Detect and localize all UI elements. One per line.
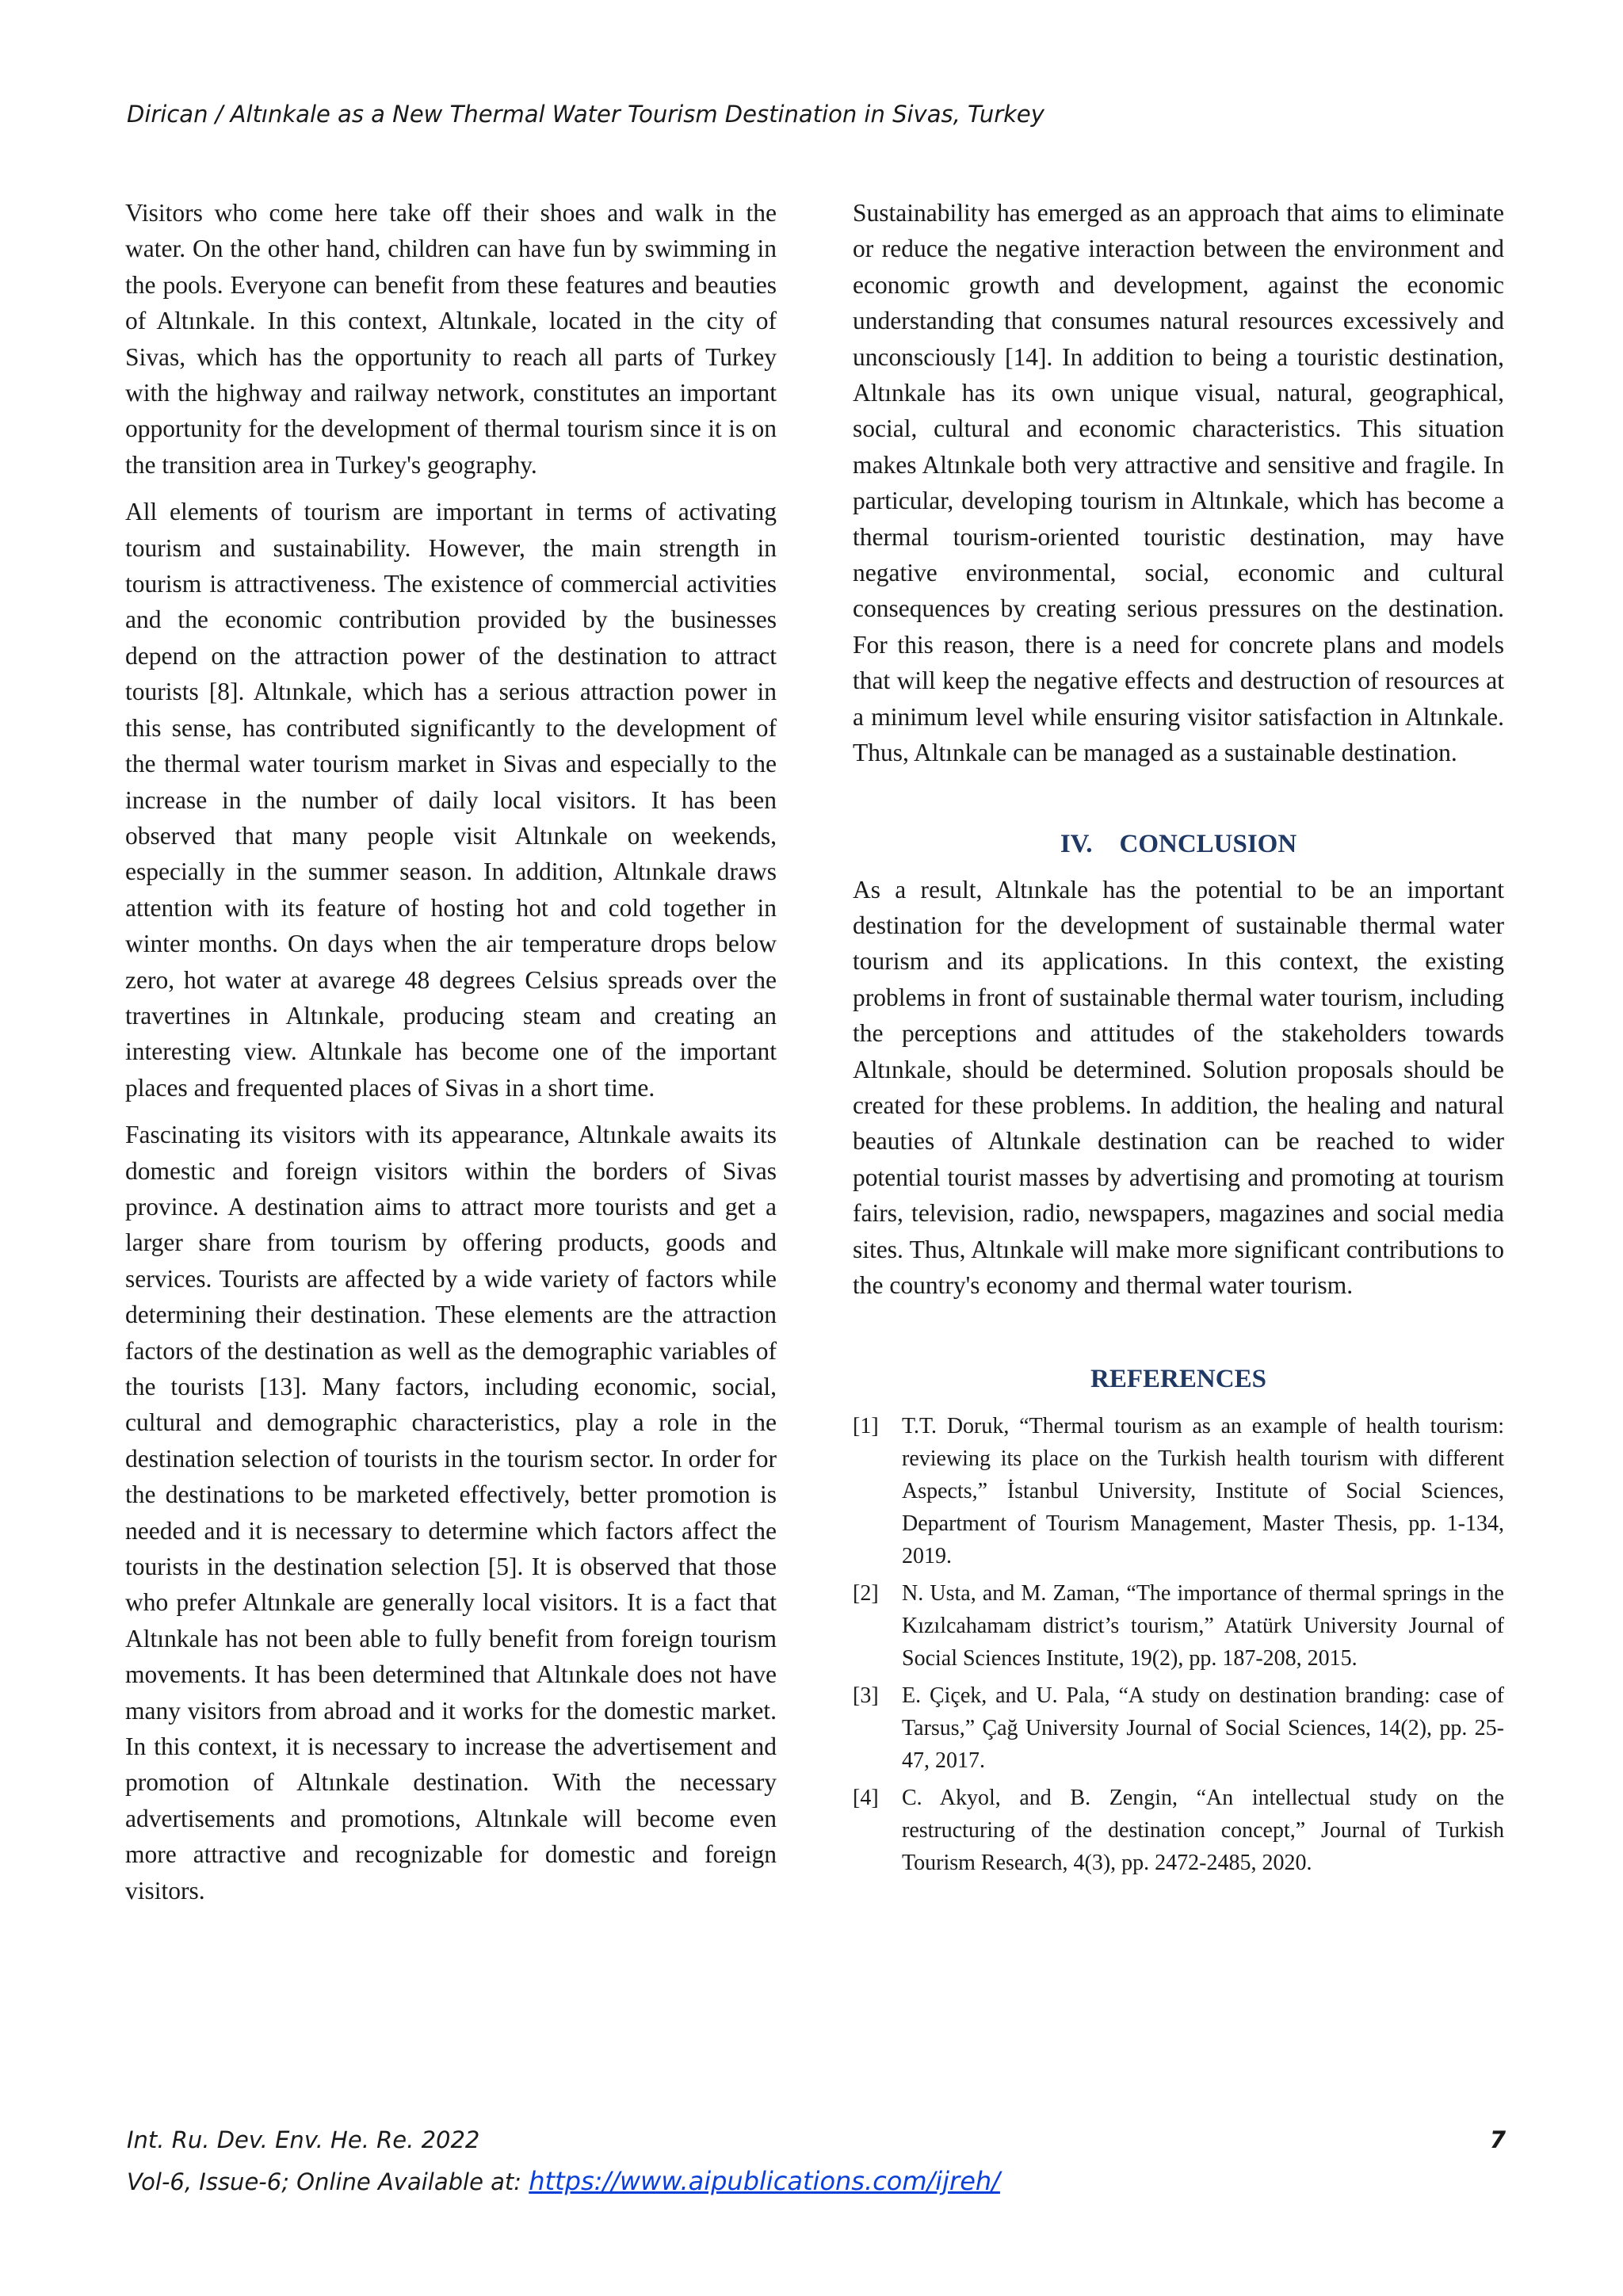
footer-issue-line <box>127 2165 1506 2198</box>
section-title: CONCLUSION <box>1119 829 1297 858</box>
body-paragraph: All elements of tourism are important in terms of activating tourism and sustainability. However, the main strength in tourism is attractiveness. The existence of commercial activities and the economic contribution provided by the businesses depend on the attraction power of the destination to attract tourists [8]. Altınkale, which has a serious attraction power in this sense, has contributed significantly to the development of the thermal water tourism market in Sivas and especially to the increase in the number of daily local visitors. It has been observed that many people visit Altınkale on weekends, especially in the summer season. In addition, Altınkale draws attention with its feature of hosting hot and cold together in winter months. On days when the air temperature drops below zero, hot water at avarege 48 degrees Celsius spreads over the travertines in Altınkale, producing steam and creating an interesting view. Altınkale has become one of the important places and frequented places of Sivas in a short time. <box>125 498 777 1102</box>
reference-number: [4] <box>853 1786 879 1811</box>
footer-issue: Vol-6, Issue-6; Online Available at: <box>127 2168 529 2195</box>
right-column <box>853 195 1504 1884</box>
reference-text: T.T. Doruk, “Thermal tourism as an example of health tourism: reviewing its place on the Turkish health tourism with different Aspects,” İstanbul University, Institute of Social Sciences, Department of Tourism Management, Master Thesis, pp. 1-134, 2019. <box>902 1414 1504 1569</box>
body-paragraph: Fascinating its visitors with its appearance, Altınkale awaits its domestic and foreign visitors within the borders of Sivas province. A destination aims to attract more tourists and get a larger share from tourism by offering products, goods and services. Tourists are affected by a wide variety of factors while determining their destination. These elements are the attraction factors of the destination as well as the demographic variables of the tourists [13]. Many factors, including economic, social, cultural and demographic characteristics, play a role in the destination selection of tourists in the tourism sector. In order for the destinations to be marketed effectively, better promotion is needed and it is necessary to determine which factors affect the tourists in the destination selection [5]. It is observed that those who prefer Altınkale are generally local visitors. It is a fact that Altınkale has not been able to fully benefit from foreign tourism movements. It has been determined that Altınkale does not have many visitors from abroad and it works for the domestic market. In this context, it is necessary to increase the advertisement and promotion of Altınkale destination. With the necessary advertisements and promotions, Altınkale will become even more attractive and recognizable for domestic and foreign visitors. <box>125 1121 777 1904</box>
reference-text: N. Usta, and M. Zaman, “The importance of thermal springs in the Kızılcahamam district’s tourism,” Atatürk University Journal of Social Sciences Institute, 19(2), pp. 187-208, 2015. <box>902 1581 1504 1671</box>
reference-number: [3] <box>853 1683 879 1709</box>
references-heading: REFERENCES <box>1090 1365 1266 1394</box>
conclusion-heading <box>853 827 1504 862</box>
reference-list <box>853 1410 1504 1879</box>
footer-journal: Int. Ru. Dev. Env. He. Re. 2022 <box>127 2126 480 2153</box>
left-column <box>125 195 777 1920</box>
reference-number: [2] <box>853 1581 879 1606</box>
journal-url-link[interactable]: https://www.aipublications.com/ijreh/ <box>529 2166 1000 2196</box>
reference-item <box>853 1410 1504 1572</box>
section-number: IV. <box>1060 829 1093 858</box>
page-number: 7 <box>1489 2126 1506 2153</box>
reference-item <box>853 1679 1504 1777</box>
body-paragraph: Visitors who come here take off their shoes and walk in the water. On the other hand, children can have fun by swimming in the pools. Everyone can benefit from these features and beauties of Altınkale. In this context, Altınkale, located in the city of Sivas, which has the opportunity to reach all parts of Turkey with the highway and railway network, constitutes an important opportunity for the development of thermal tourism since it is on the transition area in Turkey's geography. <box>125 199 777 479</box>
reference-text: E. Çiçek, and U. Pala, “A study on destination branding: case of Tarsus,” Çağ University Journal of Social Sciences, 14(2), pp. 25-47, 2017. <box>902 1683 1504 1774</box>
reference-number: [1] <box>853 1414 879 1439</box>
reference-item <box>853 1577 1504 1675</box>
footer-journal-line <box>127 2124 1506 2156</box>
reference-text: C. Akyol, and B. Zengin, “An intellectual study on the restructuring of the destination concept,” Journal of Turkish Tourism Research, 4(3), pp. 2472-2485, 2020. <box>902 1786 1504 1876</box>
conclusion-paragraph: As a result, Altınkale has the potential to be an important destination for the development of sustainable thermal water tourism and its applications. In this context, the existing problems in front of sustainable thermal water tourism, including the perceptions and attitudes of the stakeholders towards Altınkale, should be determined. Solution proposals should be created for these problems. In addition, the healing and natural beauties of Altınkale destination can be reached to wider potential tourist masses by advertising and promoting at tourism fairs, television, radio, newspapers, magazines and social media sites. Thus, Altınkale will make more significant contributions to the country's economy and thermal water tourism. <box>853 875 1504 1299</box>
running-head: Dirican / Altınkale as a New Thermal Water Tourism Destination in Sivas, Turkey <box>127 101 1044 128</box>
body-paragraph: Sustainability has emerged as an approach that aims to eliminate or reduce the negative interaction between the environment and economic growth and development, against the economic understanding that consumes natural resources excessively and unconsciously [14]. In addition to being a touristic destination, Altınkale has its own unique visual, natural, geographical, social, cultural and economic characteristics. This situation makes Altınkale both very attractive and sensitive and fragile. In particular, developing tourism in Altınkale, which has become a thermal tourism-oriented touristic destination, may have negative environmental, social, economic and cultural consequences by creating serious pressures on the destination. For this reason, there is a need for concrete plans and models that will keep the negative effects and destruction of resources at a minimum level while ensuring visitor satisfaction in Altınkale. Thus, Altınkale can be managed as a sustainable destination. <box>853 199 1504 767</box>
reference-item <box>853 1782 1504 1879</box>
